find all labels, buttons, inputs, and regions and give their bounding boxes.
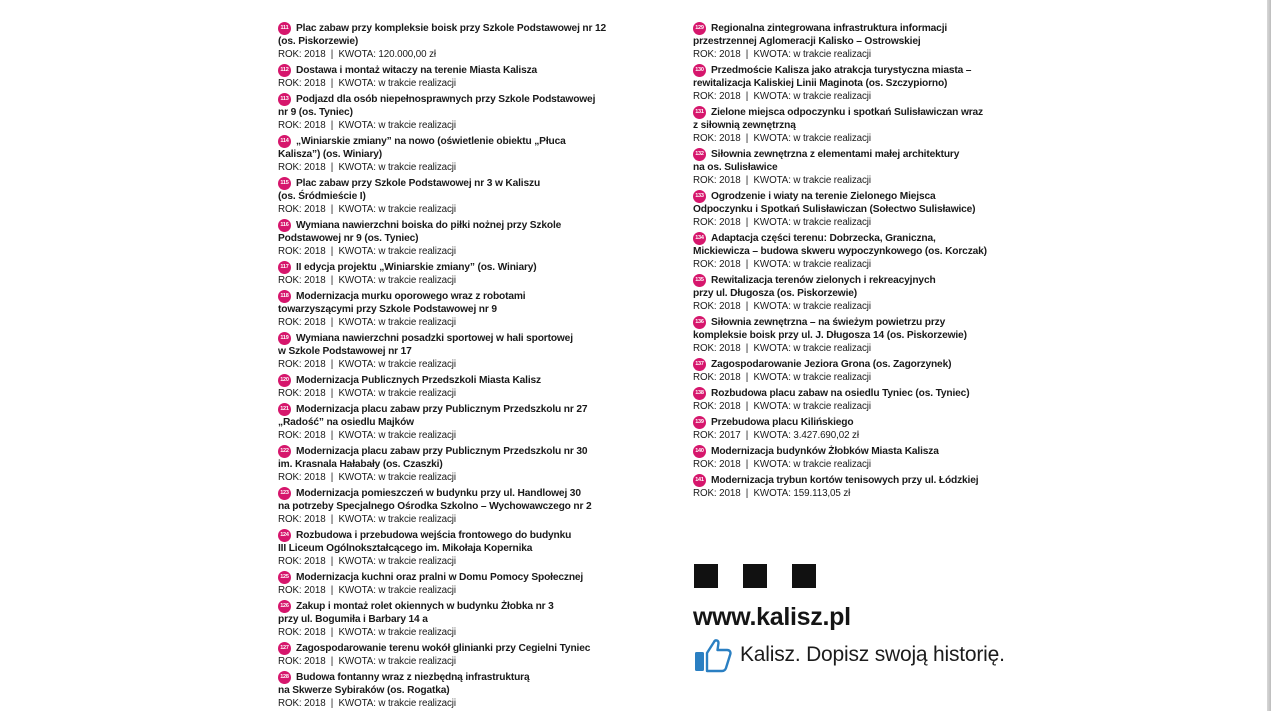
project-year-amount: ROK: 2018 | KWOTA: w trakcie realizacji [278, 472, 456, 483]
project-year-amount: ROK: 2018 | KWOTA: w trakcie realizacji [278, 698, 456, 709]
project-year-amount: ROK: 2018 | KWOTA: w trakcie realizacji [693, 259, 871, 270]
project-year-amount: ROK: 2018 | KWOTA: w trakcie realizacji [278, 627, 456, 638]
project-year-amount: ROK: 2018 | KWOTA: w trakcie realizacji [278, 388, 456, 399]
project-entry [278, 135, 623, 174]
project-title: Rewitalizacja terenów zielonych i rekreacyjnych [711, 275, 936, 286]
project-title-line [278, 374, 623, 387]
project-year-amount: ROK: 2018 | KWOTA: w trakcie realizacji [278, 359, 456, 370]
project-title-line [693, 416, 1038, 429]
project-entry [278, 642, 623, 668]
project-title: Zagospodarowanie terenu wokół glinianki przy Cegielni Tyniec [296, 643, 591, 654]
project-number-badge: 121 [278, 403, 291, 416]
project-entry [693, 316, 1038, 355]
project-title: Wymiana nawierzchni posadzki sportowej w hali sportowej [296, 333, 573, 344]
decorative-square [743, 564, 767, 588]
project-title: Zakup i montaż rolet okiennych w budynku Żłobka nr 3 [296, 601, 554, 612]
project-number-badge: 115 [278, 177, 291, 190]
project-entry [693, 232, 1038, 271]
project-entry [278, 445, 623, 484]
project-number-badge: 111 [278, 22, 291, 35]
project-number-badge: 124 [278, 529, 291, 542]
project-title-continued: kompleksie boisk przy ul. J. Długosza 14 (os. Piskorzewie) [693, 330, 967, 341]
project-title-continued: Podstawowej nr 9 (os. Tyniec) [278, 233, 419, 244]
project-title-line [693, 232, 1038, 245]
project-title: Modernizacja trybun kortów tenisowych przy ul. Łódzkiej [711, 475, 979, 486]
project-title: Modernizacja kuchni oraz pralni w Domu Pomocy Społecznej [296, 572, 584, 583]
project-year-amount: ROK: 2018 | KWOTA: w trakcie realizacji [278, 585, 456, 596]
page-edge-shadow [1267, 0, 1271, 711]
project-number-badge: 136 [693, 316, 706, 329]
project-number-badge: 130 [693, 64, 706, 77]
projects-list-right [693, 22, 1038, 503]
project-entry [693, 445, 1038, 471]
project-title: Modernizacja pomieszczeń w budynku przy ul. Handlowej 30 [296, 488, 581, 499]
project-number-badge: 141 [693, 474, 706, 487]
project-entry [278, 332, 623, 371]
project-title: Ogrodzenie i wiaty na terenie Zielonego Miejsca [711, 191, 936, 202]
project-number-badge: 137 [693, 358, 706, 371]
project-title-line [278, 571, 623, 584]
project-title-continued: im. Krasnala Hałabały (os. Czaszki) [278, 459, 443, 470]
projects-list-left [278, 22, 623, 713]
project-title: Plac zabaw przy Szkole Podstawowej nr 3 w Kaliszu [296, 178, 541, 189]
project-title: Przedmoście Kalisza jako atrakcja turystyczna miasta – [711, 65, 972, 76]
project-number-badge: 138 [693, 387, 706, 400]
project-entry [693, 387, 1038, 413]
project-year-amount: ROK: 2018 | KWOTA: 159.113,05 zł [693, 488, 851, 499]
project-number-badge: 123 [278, 487, 291, 500]
project-entry [278, 529, 623, 568]
project-title-continued: (os. Śródmieście I) [278, 191, 366, 202]
project-title-continued: przestrzennej Aglomeracji Kalisko – Ostrowskiej [693, 36, 921, 47]
project-year-amount: ROK: 2018 | KWOTA: w trakcie realizacji [278, 556, 456, 567]
project-year-amount: ROK: 2018 | KWOTA: w trakcie realizacji [278, 275, 456, 286]
project-year-amount: ROK: 2018 | KWOTA: w trakcie realizacji [278, 430, 456, 441]
project-year-amount: ROK: 2018 | KWOTA: w trakcie realizacji [693, 91, 871, 102]
project-entry [693, 416, 1038, 442]
project-entry [278, 290, 623, 329]
project-year-amount: ROK: 2018 | KWOTA: w trakcie realizacji [278, 120, 456, 131]
project-year-amount: ROK: 2018 | KWOTA: w trakcie realizacji [693, 175, 871, 186]
project-title: Rozbudowa i przebudowa wejścia frontowego do budynku [296, 530, 572, 541]
project-title: Podjazd dla osób niepełnosprawnych przy Szkole Podstawowej [296, 94, 596, 105]
project-title-line [693, 148, 1038, 161]
project-year-amount: ROK: 2018 | KWOTA: w trakcie realizacji [278, 656, 456, 667]
project-entry [278, 64, 623, 90]
project-entry [693, 148, 1038, 187]
project-title-continued: Mickiewicza – budowa skweru wypoczynkowego (os. Korczak) [693, 246, 987, 257]
project-title-continued: na os. Sulisławice [693, 162, 778, 173]
slogan-text: Kalisz. Dopisz swoją historię. [740, 643, 1005, 666]
project-title-continued: Kalisza”) (os. Winiary) [278, 149, 383, 160]
project-title: Dostawa i montaż witaczy na terenie Miasta Kalisza [296, 65, 538, 76]
project-entry [278, 403, 623, 442]
project-title: Regionalna zintegrowana infrastruktura informacji [711, 23, 948, 34]
project-year-amount: ROK: 2018 | KWOTA: w trakcie realizacji [693, 49, 871, 60]
project-title-line [278, 332, 623, 345]
project-year-amount: ROK: 2018 | KWOTA: w trakcie realizacji [278, 317, 456, 328]
project-entry [693, 358, 1038, 384]
project-title-line [693, 387, 1038, 400]
project-number-badge: 113 [278, 93, 291, 106]
project-number-badge: 119 [278, 332, 291, 345]
project-title: Modernizacja placu zabaw przy Publicznym Przedszkolu nr 27 [296, 404, 588, 415]
project-entry [278, 177, 623, 216]
project-title: „Winiarskie zmiany” na nowo (oświetlenie obiektu „Płuca [296, 136, 566, 147]
project-title-continued: przy ul. Bogumiła i Barbary 14 a [278, 614, 428, 625]
project-number-badge: 117 [278, 261, 291, 274]
project-title: Siłownia zewnętrzna – na świeżym powietrzu przy [711, 317, 946, 328]
project-title-line [693, 316, 1038, 329]
project-year-amount: ROK: 2018 | KWOTA: w trakcie realizacji [693, 133, 871, 144]
project-title-continued: w Szkole Podstawowej nr 17 [278, 346, 412, 357]
project-title-line [693, 358, 1038, 371]
project-year-amount: ROK: 2018 | KWOTA: w trakcie realizacji [693, 372, 871, 383]
project-title-line [693, 274, 1038, 287]
project-number-badge: 128 [278, 671, 291, 684]
project-entry [278, 374, 623, 400]
project-year-amount: ROK: 2018 | KWOTA: w trakcie realizacji [693, 301, 871, 312]
project-number-badge: 140 [693, 445, 706, 458]
project-title: Siłownia zewnętrzna z elementami małej architektury [711, 149, 960, 160]
project-year-amount: ROK: 2018 | KWOTA: w trakcie realizacji [278, 78, 456, 89]
project-entry [278, 600, 623, 639]
project-title-line [278, 64, 623, 77]
project-entry [693, 474, 1038, 500]
project-entry [278, 261, 623, 287]
project-number-badge: 129 [693, 22, 706, 35]
project-number-badge: 126 [278, 600, 291, 613]
project-title-line [278, 403, 623, 416]
project-title-continued: na Skwerze Sybiraków (os. Rogatka) [278, 685, 450, 696]
thumbs-up-icon [694, 637, 732, 673]
project-title: Zielone miejsca odpoczynku i spotkań Sulisławiczan wraz [711, 107, 983, 118]
decorative-square [792, 564, 816, 588]
project-title-line [693, 445, 1038, 458]
project-title: Plac zabaw przy kompleksie boisk przy Szkole Podstawowej nr 12 [296, 23, 607, 34]
project-title: Adaptacja części terenu: Dobrzecka, Graniczna, [711, 233, 936, 244]
project-number-badge: 133 [693, 190, 706, 203]
project-title-line [693, 106, 1038, 119]
project-number-badge: 127 [278, 642, 291, 655]
project-entry [278, 671, 623, 710]
project-title: Modernizacja Publicznych Przedszkoli Miasta Kalisz [296, 375, 541, 386]
project-title-line [693, 64, 1038, 77]
project-year-amount: ROK: 2018 | KWOTA: w trakcie realizacji [693, 217, 871, 228]
project-entry [278, 22, 623, 61]
project-title: II edycja projektu „Winiarskie zmiany” (os. Winiary) [296, 262, 537, 273]
project-title-continued: nr 9 (os. Tyniec) [278, 107, 353, 118]
project-year-amount: ROK: 2018 | KWOTA: w trakcie realizacji [693, 401, 871, 412]
project-year-amount: ROK: 2018 | KWOTA: 120.000,00 zł [278, 49, 436, 60]
project-entry [693, 22, 1038, 61]
project-entry [278, 487, 623, 526]
project-title-line [278, 22, 623, 35]
project-title-line [693, 474, 1038, 487]
project-title-line [278, 290, 623, 303]
project-title-line [278, 487, 623, 500]
project-title-line [278, 529, 623, 542]
project-title-line [278, 135, 623, 148]
project-title-continued: rewitalizacja Kaliskiej Linii Maginota (os. Szczypiorno) [693, 78, 948, 89]
project-number-badge: 116 [278, 219, 291, 232]
project-year-amount: ROK: 2018 | KWOTA: w trakcie realizacji [693, 343, 871, 354]
project-year-amount: ROK: 2018 | KWOTA: w trakcie realizacji [278, 246, 456, 257]
project-entry [278, 571, 623, 597]
project-title: Zagospodarowanie Jeziora Grona (os. Zagorzynek) [711, 359, 952, 370]
project-entry [693, 190, 1038, 229]
project-number-badge: 122 [278, 445, 291, 458]
project-number-badge: 134 [693, 232, 706, 245]
project-title-line [693, 190, 1038, 203]
project-title-continued: Odpoczynku i Spotkań Sulisławiczan (Sołectwo Sulisławice) [693, 204, 976, 215]
project-title: Modernizacja murku oporowego wraz z robotami [296, 291, 526, 302]
project-title-line [278, 642, 623, 655]
project-number-badge: 114 [278, 135, 291, 148]
project-number-badge: 120 [278, 374, 291, 387]
project-title-line [278, 261, 623, 274]
project-number-badge: 131 [693, 106, 706, 119]
project-title-continued: „Radość” na osiedlu Majków [278, 417, 414, 428]
decorative-square [694, 564, 718, 588]
project-title-continued: na potrzeby Specjalnego Ośrodka Szkolno – Wychowawczego nr 2 [278, 501, 592, 512]
project-number-badge: 125 [278, 571, 291, 584]
project-year-amount: ROK: 2018 | KWOTA: w trakcie realizacji [278, 162, 456, 173]
website-url: www.kalisz.pl [693, 603, 851, 631]
project-entry [693, 106, 1038, 145]
project-title-line [278, 445, 623, 458]
project-entry [278, 93, 623, 132]
project-title-continued: towarzyszącymi przy Szkole Podstawowej nr 9 [278, 304, 497, 315]
project-title: Modernizacja placu zabaw przy Publicznym Przedszkolu nr 30 [296, 446, 588, 457]
project-number-badge: 112 [278, 64, 291, 77]
project-title-line [693, 22, 1038, 35]
project-year-amount: ROK: 2018 | KWOTA: w trakcie realizacji [693, 459, 871, 470]
project-entry [693, 274, 1038, 313]
slogan-row [694, 637, 1005, 673]
project-title: Modernizacja budynków Żłobków Miasta Kalisza [711, 446, 939, 457]
project-year-amount: ROK: 2018 | KWOTA: w trakcie realizacji [278, 204, 456, 215]
project-title-continued: z siłownią zewnętrzną [693, 120, 796, 131]
project-title-line [278, 600, 623, 613]
project-title-line [278, 177, 623, 190]
project-title-line [278, 671, 623, 684]
project-entry [278, 219, 623, 258]
project-year-amount: ROK: 2018 | KWOTA: w trakcie realizacji [278, 514, 456, 525]
project-title-continued: (os. Piskorzewie) [278, 36, 359, 47]
project-title: Budowa fontanny wraz z niezbędną infrastrukturą [296, 672, 530, 683]
project-title: Przebudowa placu Kilińskiego [711, 417, 854, 428]
project-title-line [278, 219, 623, 232]
project-title-line [278, 93, 623, 106]
project-number-badge: 118 [278, 290, 291, 303]
project-number-badge: 139 [693, 416, 706, 429]
project-title: Rozbudowa placu zabaw na osiedlu Tyniec (os. Tyniec) [711, 388, 970, 399]
project-title: Wymiana nawierzchni boiska do piłki nożnej przy Szkole [296, 220, 562, 231]
project-number-badge: 132 [693, 148, 706, 161]
project-number-badge: 135 [693, 274, 706, 287]
project-entry [693, 64, 1038, 103]
project-title-continued: III Liceum Ogólnokształcącego im. Mikołaja Kopernika [278, 543, 533, 554]
project-title-continued: przy ul. Długosza (os. Piskorzewie) [693, 288, 858, 299]
project-year-amount: ROK: 2017 | KWOTA: 3.427.690,02 zł [693, 430, 859, 441]
